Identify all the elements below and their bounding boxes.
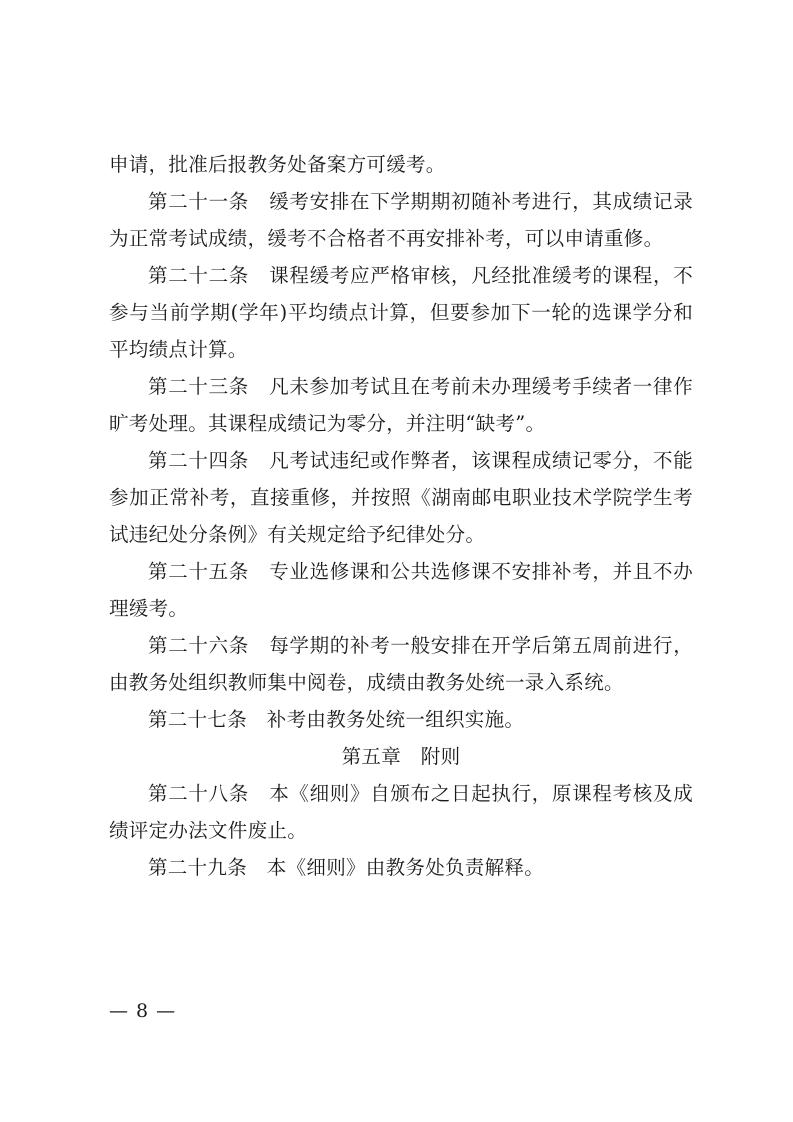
article-23: 第二十三条 凡未参加考试且在考前未办理缓考手续者一律作旷考处理。其课程成绩记为零分，并注明“缺考”。	[109, 375, 693, 435]
article-24: 第二十四条 凡考试违纪或作弊者，该课程成绩记零分，不能参加正常补考，直接重修，并按照《湖南邮电职业技术学院学生考试违纪处分条例》有关规定给予纪律处分。	[109, 449, 693, 546]
document-body	[109, 146, 693, 886]
chapter-heading: 第五章 附则	[341, 745, 461, 768]
paragraph-continuation: 申请，批准后报教务处备案方可缓考。	[109, 153, 446, 176]
article-21: 第二十一条 缓考安排在下学期期初随补考进行，其成绩记录为正常考试成绩，缓考不合格者不再安排补考，可以申请重修。	[109, 190, 693, 250]
page-number: — 8 —	[109, 1000, 177, 1022]
article-29: 第二十九条 本《细则》由教务处负责解释。	[148, 856, 545, 879]
article-27: 第二十七条 补考由教务处统一组织实施。	[148, 708, 525, 731]
article-22: 第二十二条 课程缓考应严格审核，凡经批准缓考的课程，不参与当前学期(学年)平均绩点计算，但要参加下一轮的选课学分和平均绩点计算。	[109, 264, 693, 361]
article-26: 第二十六条 每学期的补考一般安排在开学后第五周前进行，由教务处组织教师集中阅卷，成绩由教务处统一录入系统。	[109, 634, 693, 694]
article-28: 第二十八条 本《细则》自颁布之日起执行，原课程考核及成绩评定办法文件废止。	[109, 782, 693, 842]
article-25: 第二十五条 专业选修课和公共选修课不安排补考，并且不办理缓考。	[109, 560, 693, 620]
